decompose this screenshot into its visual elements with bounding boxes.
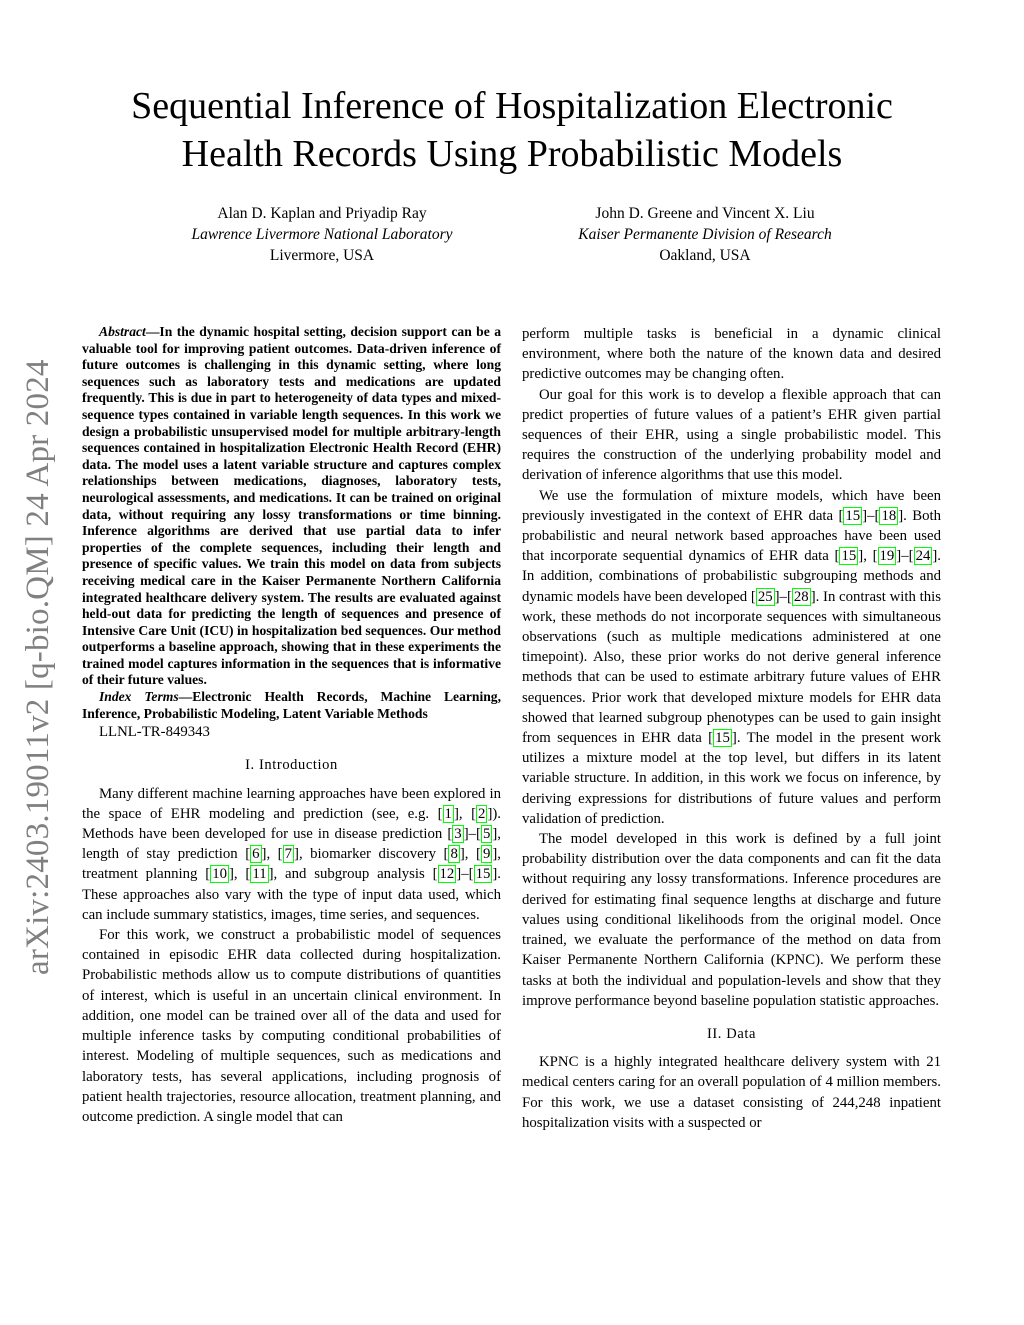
text-run: ]–[ [463, 826, 481, 843]
abstract-label: Abstract [99, 324, 146, 339]
citation-link[interactable]: 10 [212, 866, 227, 883]
text-run: ], and subgroup analysis [ [268, 866, 438, 883]
text-run: ], [ [453, 805, 477, 822]
text-run: ], [ [261, 846, 283, 863]
citation-link[interactable]: 3 [454, 826, 462, 843]
text-run: ], biomarker discovery [ [294, 846, 449, 863]
citation-link[interactable]: 2 [478, 805, 486, 822]
citation-link[interactable]: 11 [252, 866, 267, 883]
text-run: ]–[ [896, 548, 914, 565]
text-run: ], [ [229, 866, 251, 883]
citation-link[interactable]: 25 [757, 588, 773, 605]
citation-link[interactable]: 12 [439, 866, 455, 883]
author-block-1 [162, 203, 482, 266]
author-names: Alan D. Kaplan and Priyadip Ray [217, 205, 427, 222]
citation-link[interactable]: 24 [915, 548, 931, 565]
citation-link[interactable]: 15 [841, 548, 857, 565]
citation-link[interactable]: 9 [482, 846, 491, 863]
intro-paragraph-2-continued: perform multiple tasks is beneficial in a dynamic clinical environment, where both the nature of the known data and desired predictive outcomes may be changing often. [522, 326, 941, 383]
citation-link[interactable]: 18 [881, 507, 897, 524]
text-run: Many different machine learning approaches have been explored in the space of EHR modeling and prediction (see, e.g. [ [82, 785, 501, 822]
citation-link[interactable]: 1 [444, 805, 452, 822]
intro-paragraph-2: For this work, we construct a probabilistic model of sequences contained in episodic EHR data collected during hospitalization. Probabilistic methods allow us to compute distributions of quantities of interest, which is useful in an uncertain clinical environment. In addition, one model can be trained over all of the data and used for multiple inference tasks by computing conditional probabilities of interest. Modeling of multiple sequences, such as medications and laboratory tests, has several applications, including prognosis of patient health trajectories, resource allocation, treatment planning, and outcome prediction. A single model that can [82, 927, 501, 1125]
index-terms-text: —Electronic Health Records, Machine Learning, Inference, Probabilistic Modeling, Latent Variable Methods [82, 689, 501, 721]
author-location: Livermore, USA [269, 247, 375, 264]
text-run: ], length of stay prediction [ [82, 826, 501, 863]
citation-link[interactable]: 15 [715, 730, 730, 747]
paper-title: Sequential Inference of Hospitalization Electronic Health Records Using Probabilistic Models [131, 85, 893, 175]
right-column [522, 324, 941, 1133]
section-heading-introduction: I. Introduction [245, 757, 338, 774]
text-run: ]. Both probabilistic and neural network based approaches have been used that incorporate sequential dynamics of EHR data [ [522, 507, 941, 565]
citation-link[interactable]: 5 [482, 826, 491, 843]
text-run: ]–[ [456, 866, 474, 883]
text-run: ]). Methods have been developed for use in disease prediction [ [82, 805, 501, 843]
intro-paragraph-5: The model developed in this work is defined by a full joint probability distribution over the data components and can fit the data without requiring any lossy transformations. Inference procedures are derived for estimating final sequence lengths at discharge and future values using conditional likelihoods from the original model. Once trained, we evaluate the performance of the method on data from Kaiser Permanente Northern California (KPNC). We perform these tasks at both the individual and population-levels and show that they improve performance beyond baseline population statistic approaches. [522, 831, 941, 1009]
citation-link[interactable]: 8 [450, 846, 458, 863]
citation-link[interactable]: 19 [879, 548, 895, 565]
arxiv-identifier: arXiv:2403.19011v2 [q-bio.QM] 24 Apr 2024 [20, 359, 56, 975]
text-run: We use the formulation of mixture models, which have been previously investigated in the context of EHR data [ [522, 487, 941, 524]
intro-paragraph-1 [82, 784, 501, 925]
citation-link[interactable]: 28 [793, 588, 809, 605]
citation-link[interactable]: 6 [252, 846, 260, 863]
author-names: John D. Greene and Vincent X. Liu [595, 205, 815, 222]
text-run: ]–[ [774, 588, 792, 605]
text-run: ]–[ [862, 507, 880, 524]
report-number: LLNL-TR-849343 [99, 724, 210, 741]
left-column [82, 324, 501, 1127]
citation-link[interactable]: 7 [284, 846, 293, 863]
author-location: Oakland, USA [659, 247, 751, 264]
citation-link[interactable]: 15 [475, 866, 491, 883]
intro-paragraph-4 [522, 486, 941, 829]
author-block-2 [545, 203, 865, 266]
data-paragraph-1: KPNC is a highly integrated healthcare delivery system with 21 medical centers caring for an overall population of 4 million members. For this work, we use a dataset consisting of 244,248 inpatient hospitalization visits with a suspected or [522, 1054, 941, 1131]
index-terms-label: Index Terms [99, 689, 179, 705]
author-affiliation: Lawrence Livermore National Laboratory [191, 226, 453, 243]
section-heading-data: II. Data [706, 1025, 757, 1042]
abstract [82, 324, 501, 689]
intro-paragraph-3: Our goal for this work is to develop a flexible approach that can predict properties of future values of a patient’s EHR given partial sequences of their EHR, using a single probabilistic model. This requires the construction of the underlying probability model and derivation of inference algorithms that use this model. [522, 386, 941, 484]
text-run: ], [ [459, 846, 481, 863]
text-run: ], treatment planning [ [82, 846, 501, 883]
text-run: ]. The model in the present work utilizes a mixture model at the top level, but differs in its latent variable structure. In addition, in this work we focus on inference, by deriving expressions for distributions of future values and perform validation of prediction. [522, 730, 941, 827]
text-run: ]. These approaches also vary with the type of input data used, which can include summary statistics, images, time series, and sequences. [82, 866, 501, 923]
text-run: ]. In contrast with this work, these methods do not incorporate sequences with simultaneous observations (such as multiple medications administered at one timepoint). Also, these prior works do not derive general inference methods that can be used to estimate arbitrary future values of EHR sequences. Prior work that developed mixture models for EHR data showed that learned subgroup phenotypes can be used to gain insight from sequences in EHR data [ [522, 588, 941, 747]
author-affiliation: Kaiser Permanente Division of Research [578, 226, 832, 243]
abstract-text: —In the dynamic hospital setting, decision support can be a valuable tool for improving patient outcomes. Data-driven inference of future outcomes is challenging in this dynamic setting, where long sequences such as laboratory tests and medications are updated frequently. This is due in part to heterogeneity of data types and mixed-sequence types contained in variable length sequences. In this work we design a probabilistic unsupervised model for multiple arbitrary-length sequences contained in hospitalization Electronic Health Record (EHR) data. The model uses a latent variable structure and captures complex relationships between medications, diagnoses, laboratory tests, neurological assessments, and medications. It can be trained on original data, without requiring any lossy transformations or time binning. Inference algorithms are derived that use partial data to infer properties of the complete sequences, including their length and presence of specific values. We train this model on data from subjects receiving medical care in the Kaiser Permanente Northern California integrated healthcare delivery system. The results are evaluated against held-out data for predicting the length of sequences and presence of Intensive Care Unit (ICU) in hospitalization bed sequences. Our method outperforms a baseline approach, showing that in these experiments the trained model captures information in the sequences that is informative of their future values. [82, 324, 501, 688]
citation-link[interactable]: 15 [845, 507, 861, 524]
index-terms [82, 689, 501, 722]
text-run: ], [ [858, 548, 878, 565]
text-run: ]. In addition, combinations of probabilistic subgrouping methods and dynamic models have been developed [ [522, 548, 941, 605]
